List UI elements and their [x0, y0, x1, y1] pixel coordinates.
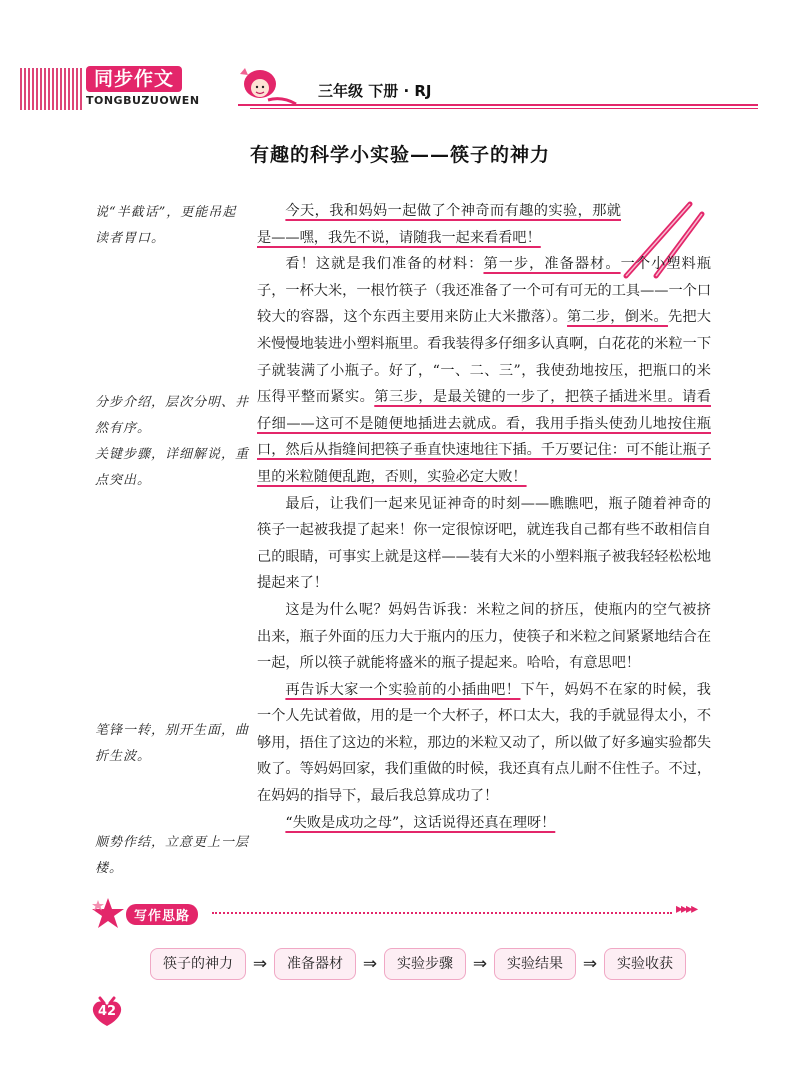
grade-label: 三年级 下册 · RJ: [318, 82, 432, 100]
margin-note-4: 笔锋一转，别开生面，曲折生波。: [95, 723, 250, 764]
underlined-text: 第二步，倒米。: [567, 309, 668, 326]
flow-step-2: 准备器材: [274, 948, 356, 980]
section-dotted-line: [212, 912, 672, 914]
arrow-right-icon: ⇒: [362, 954, 378, 974]
underlined-text: “失败是成功之母”，这话说得还真在理呀！: [285, 814, 556, 831]
flow-step-3: 实验步骤: [384, 948, 466, 980]
margin-note-5: 顺势作结，立意更上一层楼。: [95, 835, 250, 876]
section-label: 写作思路: [126, 904, 198, 925]
underlined-text: 今天，我和妈妈一起做了个神奇而有趣的实验，那就是——嘿，我先不说，请随我一起来看看吧！: [257, 203, 621, 246]
header-decoration: [20, 68, 82, 110]
page-number: 42: [97, 1004, 117, 1019]
margin-note-3: 关键步骤，详细解说，重点突出。: [95, 447, 250, 488]
header-divider: [238, 104, 758, 106]
paragraph-1: [257, 198, 711, 251]
text: 先把大米慢慢地装进小塑料瓶里。看我装得多仔细多认真啊，白花花的米粒一下子就装满了小瓶子。好了，“一、二、三”，我使劲地按压，把瓶口的米压得平整而紧实。: [257, 309, 712, 406]
arrows-icon: ▸▸▸▸: [676, 901, 697, 917]
paragraph-3: 最后，让我们一起来见证神奇的时刻——瞧瞧吧，瓶子随着神奇的筷子一起被我提了起来！你一定很惊讶吧，就连我自己都有些不敢相信自己的眼睛，可事实上就是这样——装有大米的小塑料瓶子被我轻轻松松地提起来了！: [257, 495, 712, 592]
page-number-badge: [88, 994, 126, 1028]
star-icon: [90, 896, 126, 930]
underlined-text: 第三步，是最关键的一步了，把筷子插进米里。请看仔细——这可不是随便地插进去就成。看，我用手指头使劲儿地按住瓶口，然后从指缝间把筷子垂直快速地往下插。千万要记住：可不能让瓶子里的米粒随便乱跑，否则，实验必定大败！: [257, 389, 712, 485]
underlined-text: 第一步，准备器材。: [483, 256, 621, 273]
text: 看！这就是我们准备的材料：: [285, 256, 484, 273]
article-body: [257, 198, 711, 836]
paragraph-5: [257, 677, 711, 810]
brand-logo: 同步作文: [86, 66, 182, 92]
header-divider-thin: [250, 108, 758, 109]
arrow-right-icon: ⇒: [252, 954, 268, 974]
margin-note-2: 分步介绍，层次分明、井然有序。: [95, 395, 250, 436]
arrow-right-icon: ⇒: [582, 954, 598, 974]
flow-step-5: 实验收获: [604, 948, 686, 980]
text: 一个小塑料瓶子，一杯大米，一根竹筷子（我还准备了一个可有可无的工具——一个口较大的容器，这个东西主要用来防止大米撒落）。: [257, 256, 712, 326]
flow-step-4: 实验结果: [494, 948, 576, 980]
brand-pinyin: TONGBUZUOWEN: [86, 94, 200, 107]
underlined-text: 再告诉大家一个实验前的小插曲吧！: [285, 681, 521, 698]
article-title: 有趣的科学小实验——筷子的神力: [249, 144, 550, 166]
text: 下午，妈妈不在家的时候，我一个人先试着做，用的是一个大杯子，杯口太大，我的手就显得太小，不够用，捂住了这边的米粒，那边的米粒又动了，所以做了好多遍实验都失败了。等妈妈回家，我们重做的时候，我还真有点儿耐不住性子。不过，在妈妈的指导下，最后我总算成功了！: [257, 681, 712, 805]
flow-step-1: 筷子的神力: [150, 948, 246, 980]
paragraph-6: [257, 810, 711, 837]
arrow-right-icon: ⇒: [472, 954, 488, 974]
paragraph-4: 这是为什么呢？妈妈告诉我：米粒之间的挤压，使瓶内的空气被挤出来，瓶子外面的压力大于瓶内的压力，使筷子和米粒之间紧紧地结合在一起，所以筷子就能将盛米的瓶子提起来。哈哈，有意思吧！: [257, 601, 712, 672]
writing-flow: [150, 948, 686, 980]
paragraph-2: [257, 251, 711, 490]
margin-note-1: 说“半截话”，更能吊起读者胃口。: [95, 205, 237, 246]
